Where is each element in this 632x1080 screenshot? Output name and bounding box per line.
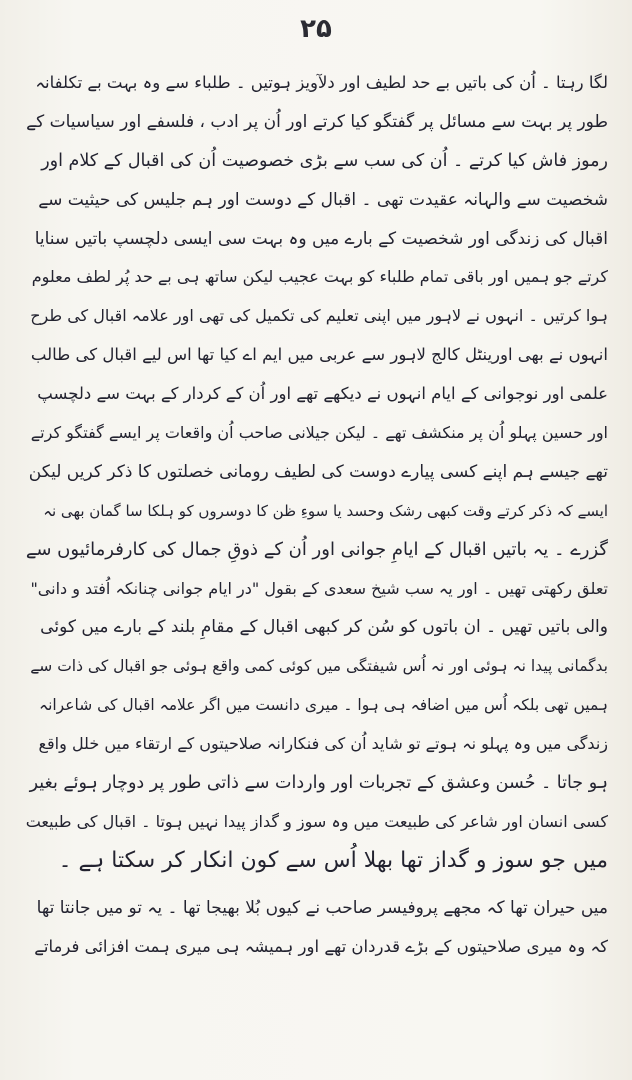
text-line: ہو جاتا ۔ حُسن وعشق کے تجربات اور واردات سے ذاتی طور پر دوچار ہوئے بغیر: [29, 773, 608, 794]
text-line: شخصیت سے والہانہ عقیدت تھی ۔ اقبال کے دوست اور ہم جلیس کی حیثیت سے: [38, 189, 608, 210]
page-number: ۲۵: [300, 14, 332, 44]
text-line: کہ وہ میری صلاحیتوں کے بڑے قدردان تھے اور ہمیشہ ہی میری ہمت افزائی فرماتے: [34, 936, 608, 956]
text-line: علمی اور نوجوانی کے ایام انہوں نے دیکھے تھے اور اُن کے کردار کے بہت سے دلچسپ: [37, 384, 608, 404]
text-line: تھے جیسے ہم اپنے کسی پیارے دوست کی لطیف رومانی خصلتوں کا ذکر کریں لیکن: [28, 461, 608, 482]
text-line: اقبال کی زندگی اور شخصیت کے بارے میں وہ بہت سی ایسی دلچسپ باتیں سنایا: [34, 228, 608, 249]
text-line: ہوا کرتیں ۔ انہوں نے لاہور میں اپنی تعلیم کی تکمیل کی تھی اور علامہ اقبال کی طرح: [30, 306, 608, 326]
text-line: طور پر بہت سے مسائل پر گفتگو کیا کرتے اور اُن پر ادب ، فلسفے اور سیاسیات کے: [26, 111, 608, 132]
text-line: کسی انسان اور شاعر کی طبیعت میں وہ سوز و گداز پیدا نہیں ہوتا ۔ اقبال کی طبیعت: [26, 811, 608, 831]
paragraph: [26, 64, 608, 881]
text-line: میں جو سوز و گداز تھا بھلا اُس سے کون انکار کر سکتا ہے ۔: [58, 847, 608, 873]
text-line: انہوں نے بھی اورینٹل کالج لاہور سے عربی میں ایم اے کیا تھا اس لیے اقبال کی طالب: [30, 345, 608, 365]
text-line: زندگی میں وہ پہلو نہ ہوتے تو شاید اُن کی فنکارانہ صلاحیتوں کے ارتقاء میں خلل واقع: [38, 734, 608, 754]
text-line: رموز فاش کیا کرتے ۔ اُن کی سب سے بڑی خصوصیت اُن کی اقبال کے کلام اور: [41, 150, 608, 171]
text-line: تعلق رکھتی تھیں ۔ اور یہ سب شیخ سعدی کے بقول "در ایام جوانی چنانکہ اُفتد و دانی": [30, 578, 608, 598]
text-line: ہمیں تھی بلکہ اُس میں اضافہ ہی ہوا ۔ میری دانست میں اگر علامہ اقبال کی شاعرانہ: [38, 696, 608, 715]
text-line: لگا رہتا ۔ اُن کی باتیں بے حد لطیف اور دلآویز ہوتیں ۔ طلباء سے وہ بہت بے تکلفانہ: [35, 73, 608, 92]
page-body: [26, 64, 608, 966]
text-line: بدگمانی پیدا نہ ہوئی اور نہ اُس شیفتگی میں کوئی کمی واقع ہوئی جو اقبال کی ذات سے: [30, 657, 608, 676]
text-line: کرتے جو ہمیں اور باقی تمام طلباء کو بہت عجیب لیکن ساتھ ہی بے حد پُر لطف معلوم: [31, 267, 608, 287]
text-line: اور حسین پہلو اُن پر منکشف تھے ۔ لیکن جیلانی صاحب اُن واقعات پر ایسے گفتگو کرتے: [30, 423, 608, 443]
text-line: والی باتیں تھیں ۔ ان باتوں کو سُن کر کبھی اقبال کے مقامِ بلند کے بارے میں کوئی: [40, 617, 608, 638]
text-line: میں حیران تھا کہ مجھے پروفیسر صاحب نے کیوں بُلا بھیجا تھا ۔ یہ تو میں جانتا تھا: [36, 897, 608, 918]
text-line: ایسے کہ ذکر کرتے وقت کبھی رشک وحسد یا سوءِ ظن کا دوسروں کو ہلکا سا گمان بھی نہ: [43, 501, 608, 520]
paragraph: [26, 889, 608, 967]
text-line: گزرے ۔ یہ باتیں اقبال کے ایامِ جوانی اور اُن کے ذوقِ جمال کی کارفرمائیوں سے: [26, 538, 608, 560]
